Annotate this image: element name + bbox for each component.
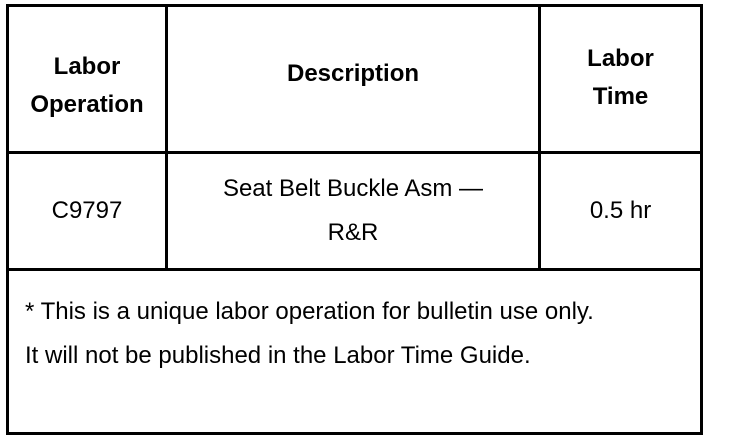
header-labor-time — [541, 7, 700, 151]
labor-operation-table — [6, 4, 703, 435]
operation-code: C9797 — [51, 197, 123, 224]
header-time-line1: Labor — [587, 45, 654, 72]
header-operation-line1: Labor — [53, 53, 121, 80]
header-time-line2: Time — [592, 83, 649, 110]
table-header-row — [9, 7, 700, 154]
table-row — [9, 154, 700, 271]
cell-description — [168, 154, 541, 268]
footnote-text: * This is a unique labor operation for bulletin use only. It will not be published in the Labor Time Guide. — [25, 298, 594, 369]
header-description-label: Description — [286, 59, 420, 87]
cell-operation-code — [9, 154, 168, 268]
cell-labor-time — [541, 154, 700, 268]
description-line1: Seat Belt Buckle Asm — — [222, 175, 484, 202]
description-line2: R&R — [327, 219, 379, 246]
labor-time-value: 0.5 hr — [589, 197, 652, 224]
header-description — [168, 7, 541, 151]
header-labor-operation — [9, 7, 168, 151]
header-operation-line2: Operation — [30, 91, 144, 118]
